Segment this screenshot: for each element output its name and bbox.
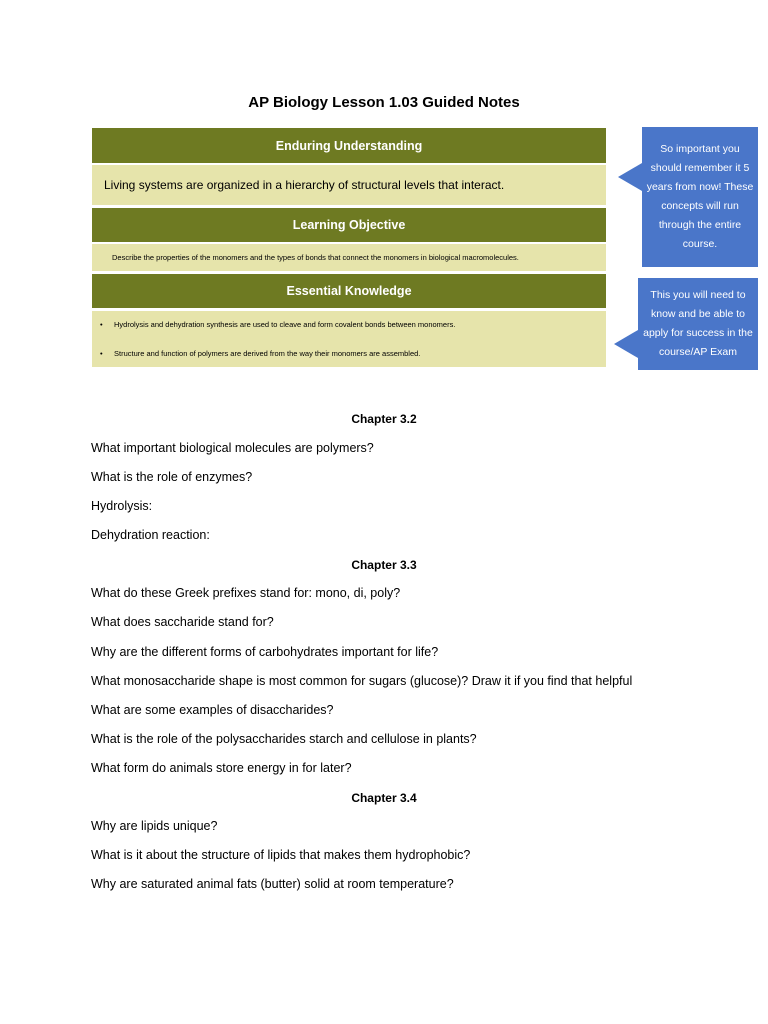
section-heading: Chapter 3.2 xyxy=(351,412,417,426)
question: Hydrolysis: xyxy=(91,499,153,513)
question: What is the role of enzymes? xyxy=(91,470,253,484)
essential-knowledge-list xyxy=(92,311,606,367)
callout-text: So important you should remember it 5 years from now! These concepts will run through the entire course. xyxy=(646,143,754,250)
question: Why are saturated animal fats (butter) solid at room temperature? xyxy=(91,877,454,891)
question: Dehydration reaction: xyxy=(91,528,210,542)
learning-objective-header: Learning Objective xyxy=(92,208,606,242)
question: What important biological molecules are polymers? xyxy=(91,441,374,455)
enduring-understanding-text: Living systems are organized in a hierarchy of structural levels that interact. xyxy=(92,165,606,205)
callout-enduring-understanding xyxy=(642,127,758,267)
question: What do these Greek prefixes stand for: mono, di, poly? xyxy=(91,586,401,600)
question: What monosaccharide shape is most common for sugars (glucose)? Draw it if you find that helpful xyxy=(91,674,633,688)
essential-knowledge-item: • Hydrolysis and dehydration synthesis are used to cleave and form covalent bonds between monomers. xyxy=(114,320,606,329)
question: Why are the different forms of carbohydrates important for life? xyxy=(91,645,439,659)
question: What are some examples of disaccharides? xyxy=(91,703,334,717)
section-heading: Chapter 3.3 xyxy=(351,558,417,572)
essential-knowledge-header: Essential Knowledge xyxy=(92,274,606,308)
question: Why are lipids unique? xyxy=(91,819,218,833)
section-heading: Chapter 3.4 xyxy=(351,791,417,805)
essential-knowledge-item: • Structure and function of polymers are derived from the way their monomers are assembled. xyxy=(114,349,606,358)
question: What is the role of the polysaccharides starch and cellulose in plants? xyxy=(91,732,477,746)
question: What does saccharide stand for? xyxy=(91,615,274,629)
learning-objective-text: Describe the properties of the monomers and the types of bonds that connect the monomers in biological macromolecules. xyxy=(92,244,606,271)
callout-text: This you will need to know and be able to apply for success in the course/AP Exam xyxy=(643,289,753,358)
callout-essential-knowledge xyxy=(638,278,758,370)
enduring-understanding-header: Enduring Understanding xyxy=(92,128,606,163)
question: What is it about the structure of lipids that makes them hydrophobic? xyxy=(91,848,471,862)
question: What form do animals store energy in for later? xyxy=(91,761,352,775)
page-title: AP Biology Lesson 1.03 Guided Notes xyxy=(248,94,520,111)
